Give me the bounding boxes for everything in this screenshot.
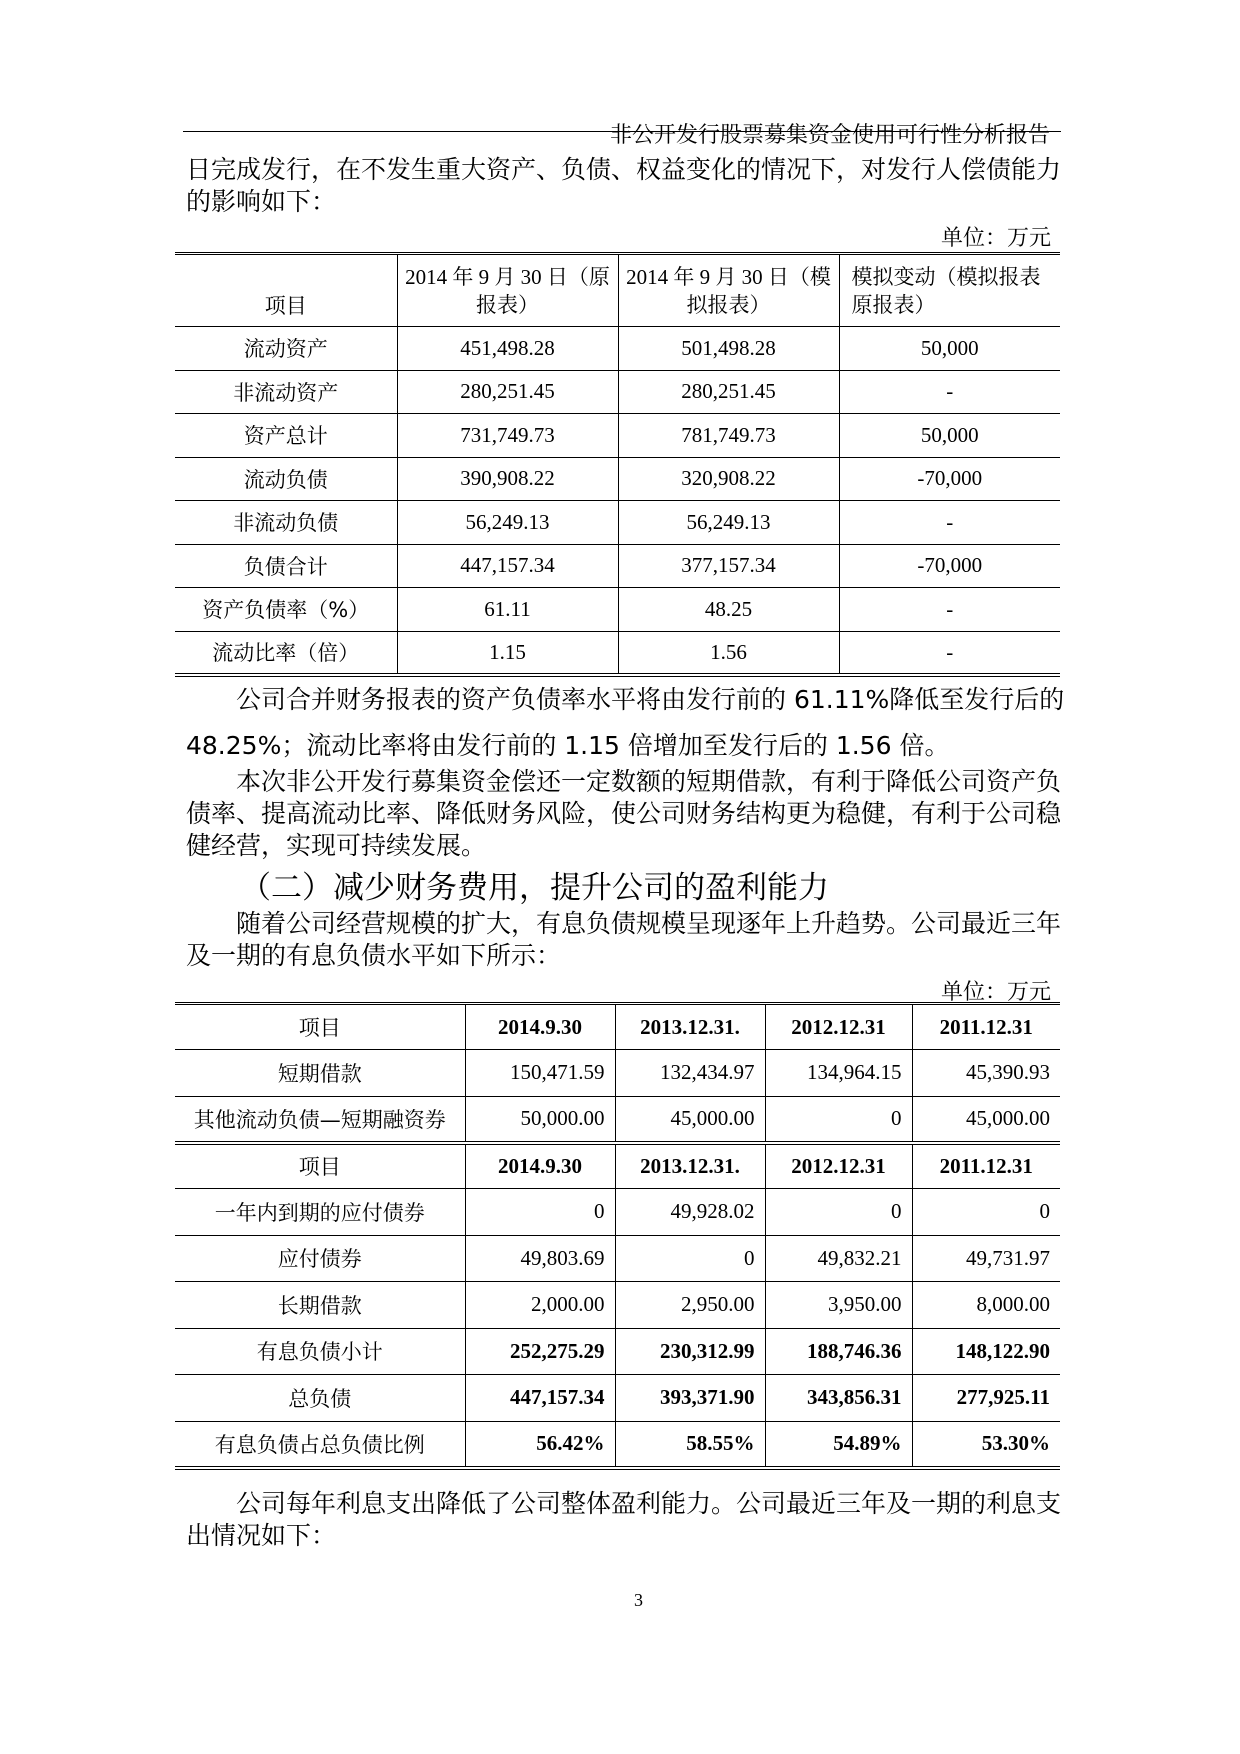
unit-label-2: 单位：万元 bbox=[941, 980, 1052, 1005]
row-value: 0 bbox=[765, 1096, 912, 1143]
row-label: 流动资产 bbox=[175, 327, 397, 371]
unit-label-1: 单位：万元 bbox=[941, 226, 1052, 251]
row-label: 非流动负债 bbox=[175, 501, 397, 545]
row-value: - bbox=[946, 379, 954, 404]
row-label: 短期借款 bbox=[175, 1050, 465, 1097]
interest-debt-table bbox=[175, 1002, 1060, 1470]
row-value: 56.42% bbox=[465, 1421, 615, 1468]
row-value: 393,371.90 bbox=[615, 1375, 765, 1422]
table-row bbox=[175, 370, 1060, 414]
row-value: 49,731.97 bbox=[966, 1245, 1050, 1270]
scale-paragraph: 随着公司经营规模的扩大，有息负债规模呈现逐年上升趋势。公司最近三年及一期的有息负债水平如下所示： bbox=[186, 909, 1062, 970]
header-date: 2012.12.31 bbox=[765, 1004, 912, 1050]
row-value: 49,832.21 bbox=[765, 1235, 912, 1282]
header-item: 项目 bbox=[175, 254, 397, 327]
row-value: 148,122.90 bbox=[955, 1338, 1050, 1363]
row-value: 252,275.29 bbox=[465, 1328, 615, 1375]
row-label: 资产负债率（%） bbox=[175, 588, 397, 632]
row-value: 2,950.00 bbox=[615, 1282, 765, 1329]
table-row bbox=[175, 588, 1060, 632]
ratio-paragraph-line1: 公司合并财务报表的资产负债率水平将由发行前的 61.11%降低至发行后的 bbox=[236, 685, 1065, 714]
row-value: 280,251.45 bbox=[618, 370, 839, 414]
row-value: 53.30% bbox=[981, 1431, 1050, 1455]
row-value: 8,000.00 bbox=[976, 1292, 1050, 1317]
table-row bbox=[175, 1421, 1060, 1468]
row-value: 1.56 bbox=[618, 631, 839, 675]
row-label: 非流动资产 bbox=[175, 370, 397, 414]
header-date: 2011.12.31 bbox=[939, 1014, 1033, 1039]
row-value: 56,249.13 bbox=[618, 501, 839, 545]
row-value: 377,157.34 bbox=[618, 544, 839, 588]
row-label: 长期借款 bbox=[175, 1282, 465, 1329]
table-header-row-2 bbox=[175, 1143, 1060, 1189]
ratio-paragraph-line2: 48.25%；流动比率将由发行前的 1.15 倍增加至发行后的 1.56 倍。 bbox=[186, 731, 950, 760]
row-value: - bbox=[946, 509, 954, 534]
row-label: 流动负债 bbox=[175, 457, 397, 501]
header-date: 2013.12.31. bbox=[615, 1004, 765, 1050]
row-value: 731,749.73 bbox=[397, 414, 618, 458]
table-header-row-1 bbox=[175, 1004, 1060, 1050]
row-value: 61.11 bbox=[397, 588, 618, 632]
row-value: 54.89% bbox=[765, 1421, 912, 1468]
row-value: 49,803.69 bbox=[465, 1235, 615, 1282]
table-row bbox=[175, 1189, 1060, 1236]
page-header-title: 非公开发行股票募集资金使用可行性分析报告 bbox=[610, 123, 1051, 148]
row-value: 3,950.00 bbox=[765, 1282, 912, 1329]
row-value: 230,312.99 bbox=[615, 1328, 765, 1375]
row-value: 134,964.15 bbox=[765, 1050, 912, 1097]
row-label: 应付债券 bbox=[175, 1235, 465, 1282]
header-rule bbox=[183, 131, 1061, 132]
interest-paragraph: 公司每年利息支出降低了公司整体盈利能力。公司最近三年及一期的利息支出情况如下： bbox=[186, 1489, 1062, 1550]
section-title: （二）减少财务费用，提升公司的盈利能力 bbox=[240, 870, 829, 906]
header-change: 模拟变动（模拟报表原报表） bbox=[851, 265, 1041, 317]
row-value: 50,000 bbox=[920, 422, 979, 447]
table-row bbox=[175, 631, 1060, 675]
row-value: 45,000.00 bbox=[615, 1096, 765, 1143]
header-item: 项目 bbox=[175, 1143, 465, 1189]
row-value: 58.55% bbox=[615, 1421, 765, 1468]
table-row bbox=[175, 457, 1060, 501]
header-date: 2014.9.30 bbox=[465, 1004, 615, 1050]
row-value: 277,925.11 bbox=[956, 1385, 1050, 1410]
row-value: 320,908.22 bbox=[618, 457, 839, 501]
header-simulated: 2014 年 9 月 30 日（模拟报表） bbox=[618, 254, 839, 327]
table-row bbox=[175, 1375, 1060, 1422]
row-label: 负债合计 bbox=[175, 544, 397, 588]
row-value: - bbox=[946, 639, 954, 664]
table-row bbox=[175, 1282, 1060, 1329]
row-value: 343,856.31 bbox=[765, 1375, 912, 1422]
row-label: 资产总计 bbox=[175, 414, 397, 458]
row-label: 总负债 bbox=[175, 1375, 465, 1422]
row-value: 50,000 bbox=[920, 335, 979, 360]
header-date: 2013.12.31. bbox=[615, 1143, 765, 1189]
header-item: 项目 bbox=[175, 1004, 465, 1050]
row-label: 其他流动负债—短期融资券 bbox=[175, 1096, 465, 1143]
row-value: 0 bbox=[465, 1189, 615, 1236]
row-value: 0 bbox=[615, 1235, 765, 1282]
row-value: -70,000 bbox=[917, 553, 983, 578]
row-value: 188,746.36 bbox=[765, 1328, 912, 1375]
benefit-paragraph: 本次非公开发行募集资金偿还一定数额的短期借款，有利于降低公司资产负债率、提高流动比率、降低财务风险，使公司财务结构更为稳健，有利于公司稳健经营，实现可持续发展。 bbox=[186, 767, 1062, 860]
row-value: 0 bbox=[765, 1189, 912, 1236]
header-date: 2011.12.31 bbox=[939, 1153, 1033, 1178]
row-value: -70,000 bbox=[917, 466, 983, 491]
row-value: 781,749.73 bbox=[618, 414, 839, 458]
row-value: - bbox=[946, 596, 954, 621]
row-label: 有息负债小计 bbox=[175, 1328, 465, 1375]
table-row bbox=[175, 327, 1060, 371]
row-value: 451,498.28 bbox=[397, 327, 618, 371]
row-value: 501,498.28 bbox=[618, 327, 839, 371]
intro-paragraph: 日完成发行，在不发生重大资产、负债、权益变化的情况下，对发行人偿债能力的影响如下： bbox=[186, 155, 1062, 216]
row-value: 50,000.00 bbox=[465, 1096, 615, 1143]
table-row bbox=[175, 501, 1060, 545]
row-value: 48.25 bbox=[618, 588, 839, 632]
header-date: 2014.9.30 bbox=[465, 1143, 615, 1189]
row-value: 49,928.02 bbox=[615, 1189, 765, 1236]
row-value: 45,390.93 bbox=[966, 1060, 1050, 1085]
row-label: 有息负债占总负债比例 bbox=[175, 1421, 465, 1468]
table-header-row bbox=[175, 254, 1060, 327]
table-row bbox=[175, 1235, 1060, 1282]
table-row bbox=[175, 1050, 1060, 1097]
row-value: 132,434.97 bbox=[615, 1050, 765, 1097]
row-value: 447,157.34 bbox=[465, 1375, 615, 1422]
pro-forma-table bbox=[175, 252, 1060, 677]
table-row bbox=[175, 544, 1060, 588]
row-value: 390,908.22 bbox=[397, 457, 618, 501]
table-row bbox=[175, 1328, 1060, 1375]
row-value: 447,157.34 bbox=[397, 544, 618, 588]
row-value: 1.15 bbox=[397, 631, 618, 675]
row-value: 45,000.00 bbox=[966, 1106, 1050, 1130]
page-number: 3 bbox=[634, 1590, 643, 1610]
header-original: 2014 年 9 月 30 日（原报表） bbox=[397, 254, 618, 327]
row-value: 56,249.13 bbox=[397, 501, 618, 545]
row-value: 280,251.45 bbox=[397, 370, 618, 414]
header-date: 2012.12.31 bbox=[765, 1143, 912, 1189]
row-value: 2,000.00 bbox=[465, 1282, 615, 1329]
row-label: 一年内到期的应付债券 bbox=[175, 1189, 465, 1236]
table-row bbox=[175, 414, 1060, 458]
row-value: 150,471.59 bbox=[465, 1050, 615, 1097]
row-value: 0 bbox=[1039, 1199, 1050, 1224]
row-label: 流动比率（倍） bbox=[175, 631, 397, 675]
table-row bbox=[175, 1096, 1060, 1143]
